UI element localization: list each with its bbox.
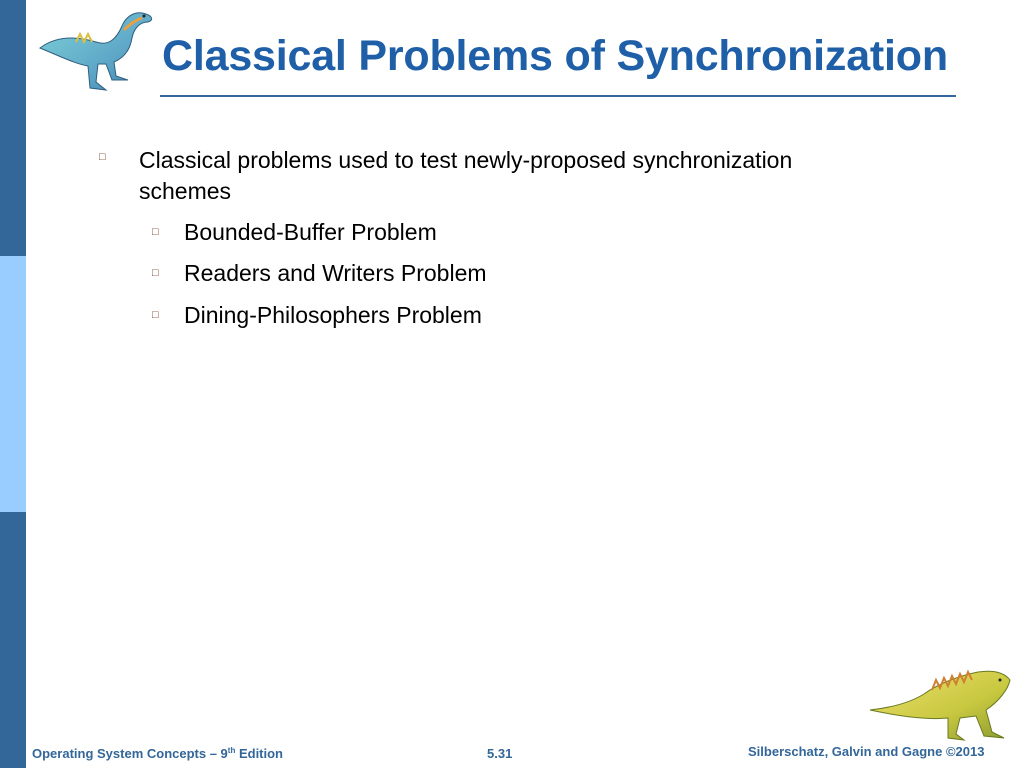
sub-bullet-bounded-buffer: Bounded-Buffer Problem: [184, 219, 437, 245]
main-bullet-line-2: schemes: [139, 178, 232, 204]
dinosaur-icon: [868, 650, 1014, 742]
left-accent-bar: [0, 0, 26, 768]
sub-bullet-dining-philosophers: Dining-Philosophers Problem: [184, 302, 482, 328]
main-bullet-line-1: Classical problems used to test newly-proposed synchronization: [139, 147, 793, 173]
slide-title: Classical Problems of Synchronization: [162, 32, 948, 80]
sub-bullet-readers-writers: Readers and Writers Problem: [184, 260, 487, 286]
footer-authors: Silberschatz, Galvin and Gagne ©2013: [748, 744, 985, 759]
footer-book-title: Operating System Concepts – 9th Edition: [32, 746, 284, 761]
sub-bullet-marker: □: [152, 226, 159, 238]
footer-page-number: 5.31: [487, 746, 513, 761]
left-accent-bar-highlight: [0, 256, 26, 512]
dinosaur-icon: [36, 6, 158, 96]
sub-bullet-marker: □: [152, 309, 159, 321]
bullet-marker: □: [99, 151, 106, 163]
title-divider: [160, 95, 956, 97]
sub-bullet-marker: □: [152, 267, 159, 279]
